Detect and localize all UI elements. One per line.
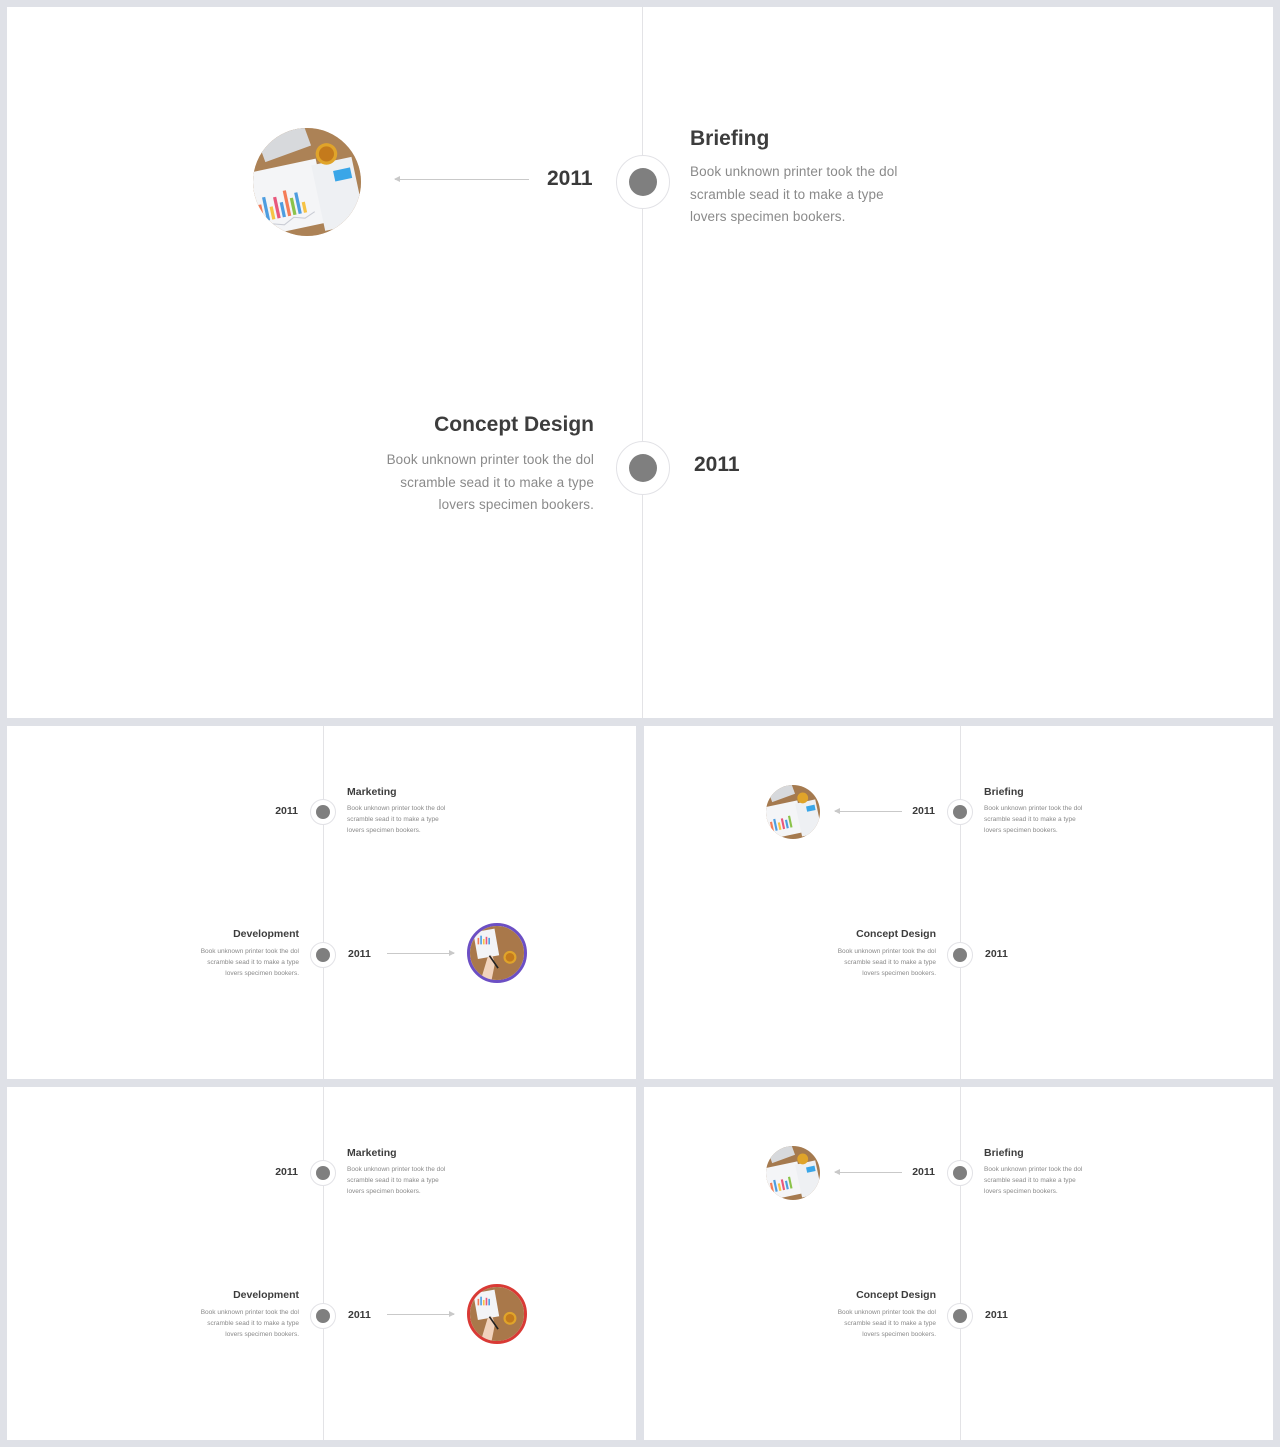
description-line: Book unknown printer took the dol: [200, 948, 299, 955]
milestone-description: [838, 1307, 936, 1340]
milestone-title: Concept Design: [856, 1289, 936, 1301]
description-line: scramble sead it to make a type: [207, 959, 299, 966]
timeline-dot: [953, 948, 967, 962]
timeline-dot: [316, 948, 330, 962]
description-line: lovers specimen bookers.: [862, 970, 936, 977]
timeline-node[interactable]: [310, 799, 336, 825]
timeline-node[interactable]: [947, 799, 973, 825]
description-line: Book unknown printer took the dol: [984, 1166, 1083, 1173]
arrow-left: [835, 811, 902, 812]
slide-thumbnail[interactable]: [644, 726, 1273, 1079]
description-line: scramble sead it to make a type: [844, 1320, 936, 1327]
description-line: Book unknown printer took the dol: [837, 948, 936, 955]
timeline-node[interactable]: [947, 1160, 973, 1186]
arrow-right: [387, 1314, 454, 1315]
description-line: lovers specimen bookers.: [438, 497, 594, 512]
milestone-title: Development: [233, 1289, 299, 1301]
year-label: 2011: [348, 948, 371, 960]
year-label: 2011: [985, 948, 1008, 960]
milestone-title: Concept Design: [856, 928, 936, 940]
timeline-dot: [953, 805, 967, 819]
desk-chart-photo: [766, 785, 820, 839]
slide-thumbnail[interactable]: [7, 726, 636, 1079]
desk-chart-photo-graphic: [766, 785, 820, 839]
description-line: lovers specimen bookers.: [862, 1331, 936, 1338]
milestone-description: [347, 803, 445, 836]
description-line: scramble sead it to make a type: [347, 1177, 439, 1184]
year-label: 2011: [912, 805, 935, 817]
desk-chart-photo-graphic: [766, 1146, 820, 1200]
timeline-dot: [316, 1309, 330, 1323]
year-label: 2011: [275, 805, 298, 817]
timeline-node[interactable]: [947, 1303, 973, 1329]
description-line: lovers specimen bookers.: [690, 209, 846, 224]
year-label: 2011: [275, 1166, 298, 1178]
arrow-left: [835, 1172, 902, 1173]
timeline-line: [323, 726, 324, 1079]
milestone-description: [201, 946, 299, 979]
description-line: scramble sead it to make a type: [690, 186, 884, 202]
milestone-description: [690, 161, 897, 229]
description-line: lovers specimen bookers.: [984, 827, 1058, 834]
year-label: 2011: [912, 1166, 935, 1178]
timeline-line: [642, 7, 643, 718]
timeline-node[interactable]: [616, 441, 670, 495]
description-line: Book unknown printer took the dol: [690, 164, 898, 179]
description-line: Book unknown printer took the dol: [347, 1166, 446, 1173]
description-line: scramble sead it to make a type: [207, 1320, 299, 1327]
milestone-title: Concept Design: [434, 413, 594, 436]
milestone-description: [347, 1164, 445, 1197]
timeline-dot: [629, 454, 657, 482]
milestone-description: [201, 1307, 299, 1340]
desk-chart-photo: [766, 1146, 820, 1200]
timeline-line: [960, 726, 961, 1079]
description-line: Book unknown printer took the dol: [386, 452, 594, 467]
milestone-title: Development: [233, 928, 299, 940]
year-label: 2011: [348, 1309, 371, 1321]
description-line: Book unknown printer took the dol: [347, 805, 446, 812]
description-line: lovers specimen bookers.: [225, 1331, 299, 1338]
timeline-dot: [953, 1166, 967, 1180]
timeline-dot: [316, 1166, 330, 1180]
year-label: 2011: [547, 167, 593, 190]
timeline-node[interactable]: [310, 942, 336, 968]
milestone-description: [387, 449, 594, 517]
milestone-title: Marketing: [347, 786, 397, 798]
description-line: scramble sead it to make a type: [400, 474, 594, 490]
description-line: scramble sead it to make a type: [984, 816, 1076, 823]
milestone-description: [984, 1164, 1082, 1197]
arrow-left: [395, 179, 529, 180]
timeline-node[interactable]: [616, 155, 670, 209]
milestone-title: Briefing: [984, 786, 1024, 798]
milestone-description: [838, 946, 936, 979]
description-line: lovers specimen bookers.: [347, 827, 421, 834]
description-line: Book unknown printer took the dol: [984, 805, 1083, 812]
timeline-node[interactable]: [947, 942, 973, 968]
desk-chart-photo: [253, 128, 361, 236]
milestone-title: Marketing: [347, 1147, 397, 1159]
desk-chart-photo-graphic: [253, 128, 361, 236]
milestone-description: [984, 803, 1082, 836]
timeline-node[interactable]: [310, 1303, 336, 1329]
description-line: Book unknown printer took the dol: [200, 1309, 299, 1316]
description-line: lovers specimen bookers.: [225, 970, 299, 977]
year-label: 2011: [985, 1309, 1008, 1321]
slide-thumbnail[interactable]: [644, 1087, 1273, 1440]
description-line: scramble sead it to make a type: [347, 816, 439, 823]
description-line: scramble sead it to make a type: [844, 959, 936, 966]
timeline-node[interactable]: [310, 1160, 336, 1186]
timeline-dot: [629, 168, 657, 196]
hand-coffee-photo: [467, 923, 527, 983]
milestone-title: Briefing: [984, 1147, 1024, 1159]
timeline-dot: [953, 1309, 967, 1323]
hand-coffee-photo-graphic: [470, 1287, 524, 1341]
milestone-title: Briefing: [690, 127, 770, 150]
hand-coffee-photo-graphic: [470, 926, 524, 980]
description-line: lovers specimen bookers.: [347, 1188, 421, 1195]
timeline-line: [960, 1087, 961, 1440]
year-label: 2011: [694, 453, 740, 476]
slide-thumbnail[interactable]: [7, 1087, 636, 1440]
description-line: Book unknown printer took the dol: [837, 1309, 936, 1316]
timeline-line: [323, 1087, 324, 1440]
timeline-dot: [316, 805, 330, 819]
slide-main[interactable]: [7, 7, 1273, 718]
hand-coffee-photo: [467, 1284, 527, 1344]
description-line: scramble sead it to make a type: [984, 1177, 1076, 1184]
description-line: lovers specimen bookers.: [984, 1188, 1058, 1195]
arrow-right: [387, 953, 454, 954]
